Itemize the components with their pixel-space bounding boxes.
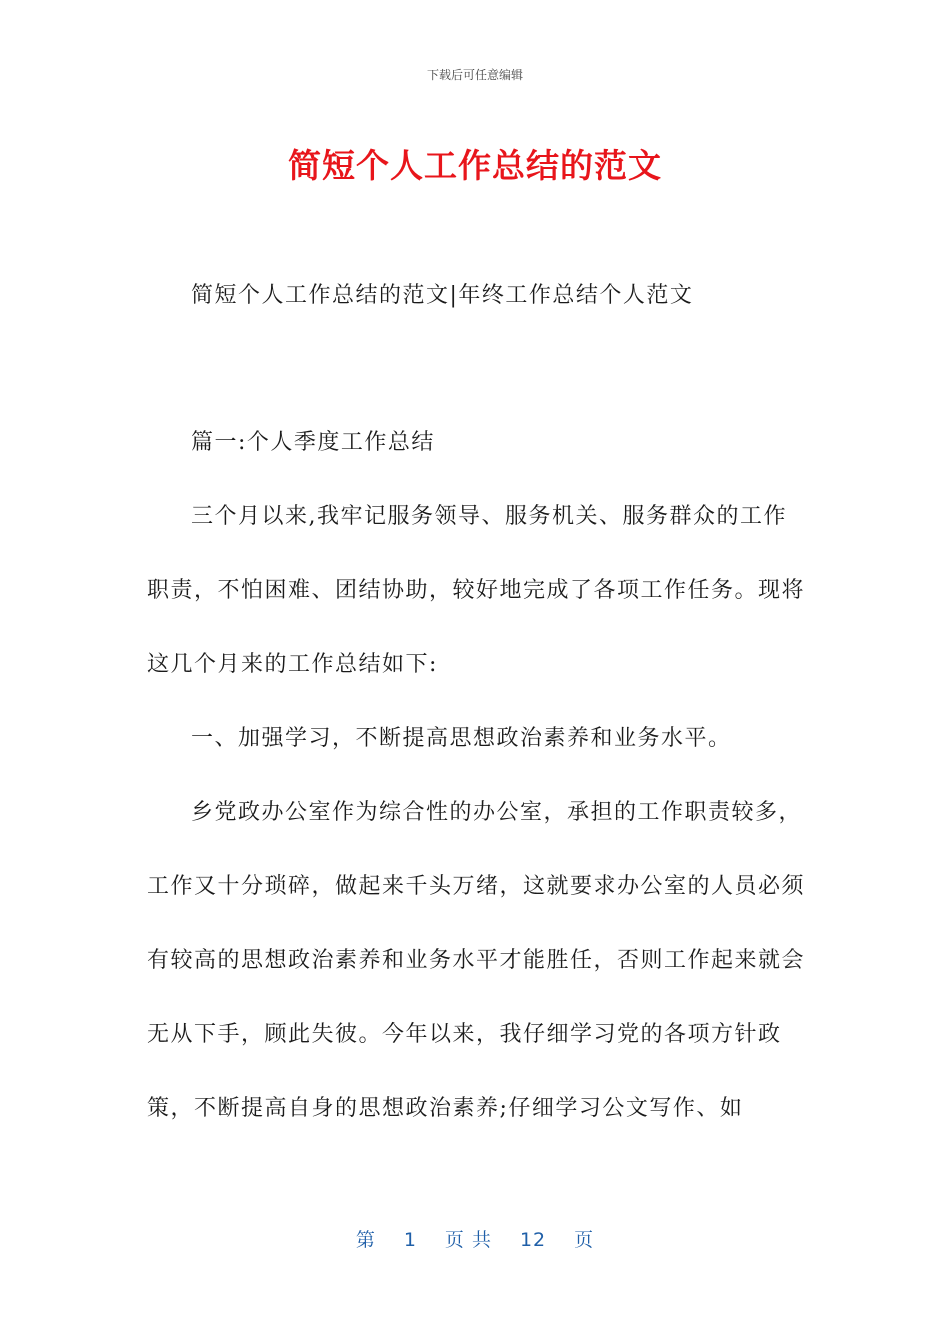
footer-suffix: 页: [574, 1229, 595, 1251]
section-heading: 篇一:个人季度工作总结: [191, 430, 435, 455]
footer-middle: 页 共: [444, 1229, 492, 1251]
paragraph: 三个月以来,我牢记服务领导、服务机关、服务群众的工作职责，不怕困难、团结协助，较好地完成了各项工作任务。现将这几个月来的工作总结如下:: [147, 504, 806, 677]
footer-prefix: 第: [355, 1229, 376, 1251]
total-pages: 12: [519, 1229, 547, 1251]
document-body: [147, 406, 807, 1146]
header-note: 下载后可任意编辑: [426, 68, 523, 82]
current-page-number: 1: [403, 1229, 417, 1251]
document-title: 简短个人工作总结的范文: [288, 146, 662, 185]
document-subtitle: 简短个人工作总结的范文|年终工作总结个人范文: [191, 283, 694, 308]
paragraph-heading: 一、加强学习，不断提高思想政治素养和业务水平。: [191, 726, 732, 751]
paragraph: 乡党政办公室作为综合性的办公室，承担的工作职责较多，工作又十分琐碎，做起来千头万绪，这就要求办公室的人员必须有较高的思想政治素养和业务水平才能胜任，否则工作起来就会无从下手，顾此失彼。今年以来，我仔细学习党的各项方针政策，不断提高自身的思想政治素养;仔细学习公文写作、如: [147, 800, 806, 1121]
page-footer: [0, 1225, 950, 1252]
